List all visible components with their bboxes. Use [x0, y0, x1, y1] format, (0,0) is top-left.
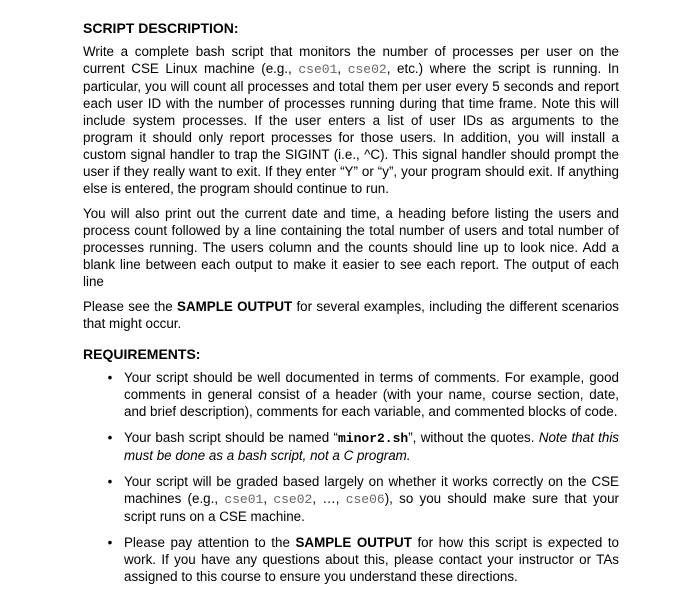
- machine-name-code: cse02: [273, 492, 313, 507]
- bullet-icon: •: [107, 370, 113, 385]
- description-paragraph-3: [83, 298, 619, 332]
- text: Please pay attention to the: [124, 535, 296, 550]
- requirements-list: [83, 369, 619, 585]
- text: , …,: [312, 491, 346, 506]
- script-description-heading: SCRIPT DESCRIPTION:: [83, 20, 239, 36]
- requirement-item: [83, 473, 619, 525]
- requirement-item: [83, 534, 619, 585]
- text: for how this script is expected to work. If you have any questions about this, please contact your instructor or TAs assigned to this course to ensure you understand these directions.: [124, 535, 619, 584]
- bullet-icon: •: [107, 535, 113, 550]
- requirement-text: Your script should be well documented in terms of comments. For example, good comments in general consist of a header (with your name, course section, date, and brief description), comments for each variable, and commented blocks of code.: [124, 370, 619, 419]
- text: Write a complete bash script that monitors the number of processes per user on the current CSE Linux machine (e.g.,: [83, 44, 619, 76]
- description-paragraph-1: [83, 43, 619, 197]
- description-paragraph-2: You will also print out the current date and time, a heading before listing the users and process count followed by a line containing the total number of users and total number of processes running. The users column and the counts should line up to look nice. Add a blank line between each output to make it easier to see each report. The output of each line: [83, 206, 619, 289]
- text: Your bash script should be named “: [124, 430, 338, 445]
- sample-output-emphasis: SAMPLE OUTPUT: [177, 299, 293, 314]
- text: , etc.) where the script is running. In particular, you will count all processes and total them per user every 5 seconds and report each user ID with the number of processes running during that time frame. Note this will include system processes. If the user enters a list of user IDs as arguments to the program it should only report processes for those users. In addition, you will install a custom signal handler to trap the SIGINT (i.e., ^C). This signal handler should prompt the user if they really want to exit. If they enter “Y” or “y”, your program should exit. If anything else is entered, the program should continue to run.: [83, 61, 619, 196]
- text: for several examples, including the different scenarios that might occur.: [83, 299, 619, 331]
- bullet-icon: •: [107, 474, 113, 489]
- bullet-icon: •: [107, 430, 113, 445]
- document-content: [83, 20, 619, 594]
- requirement-item: [83, 429, 619, 464]
- machine-name-code: cse02: [347, 62, 387, 77]
- bash-note: Note that this must be done as a bash script, not a C program.: [124, 430, 619, 463]
- sample-output-emphasis: SAMPLE OUTPUT: [295, 535, 412, 550]
- text: ,: [263, 491, 274, 506]
- machine-name-code: cse01: [224, 492, 264, 507]
- text: ”, without the quotes.: [408, 430, 539, 445]
- text: Please see the: [83, 299, 178, 314]
- machine-name-code: cse06: [345, 492, 385, 507]
- text: Your script will be graded based largely on whether it works correctly on the CSE machines (e.g.,: [124, 474, 619, 506]
- script-filename-code: minor2.sh: [338, 431, 409, 446]
- requirements-heading: REQUIREMENTS:: [83, 346, 201, 362]
- text: ,: [337, 61, 348, 76]
- machine-name-code: cse01: [298, 62, 338, 77]
- requirement-item: [83, 369, 619, 420]
- text: ), so you should make sure that your script runs on a CSE machine.: [124, 491, 620, 524]
